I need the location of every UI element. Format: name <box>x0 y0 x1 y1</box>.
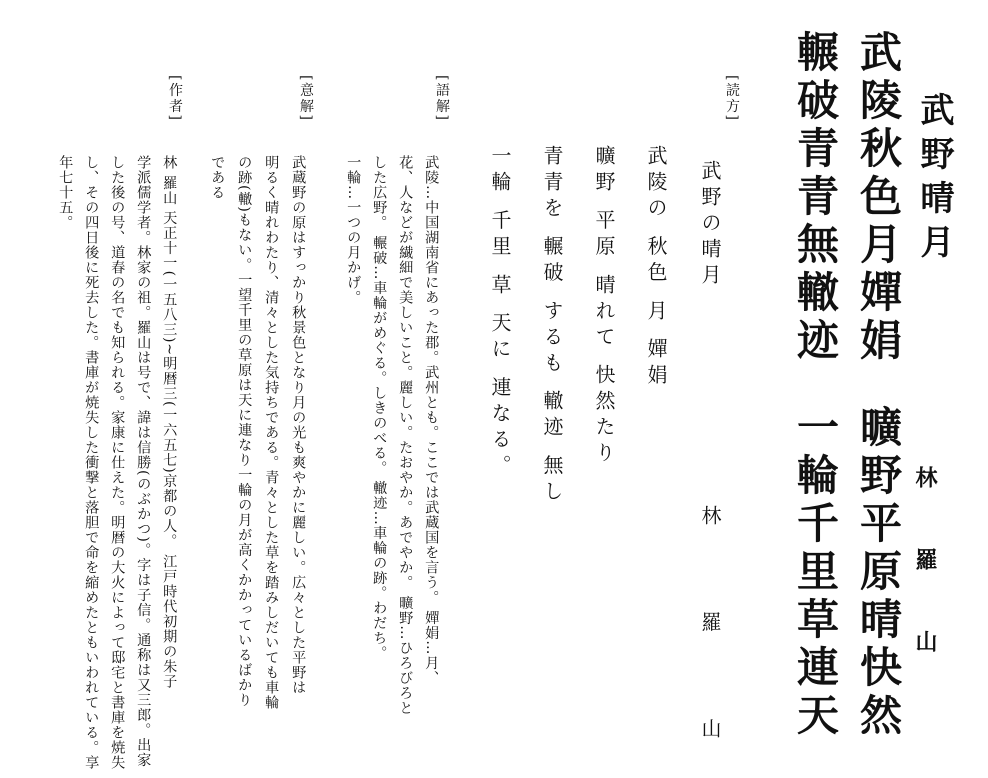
reading-line-1: 武陵の 秋色 月 嬋娟 <box>644 145 668 391</box>
glossary-line-4: 一輪…一つの月かげ。 <box>345 155 362 305</box>
reading-title: 武野の晴月 <box>698 160 722 290</box>
meaning-line-3: の跡(轍)もない。一望千里の草原は天に連なり一輪の月が高くかかっているばかり <box>236 155 253 708</box>
poem-line-2: 輾破青青無轍迹 <box>791 30 840 366</box>
poem-line-1: 武陵秋色月嬋娟 <box>854 30 903 366</box>
glossary-line-1: 武陵…中国湖南省にあった郡。武州とも。ここでは武蔵国を言う。 嬋娟…月、 <box>423 155 440 686</box>
glossary-line-3: した広野。 輾破…車輪がめぐる。しきのべる。 轍迹…車輪の跡。わだち。 <box>371 155 388 661</box>
reading-line-3: 青青を 輾破 するも 轍迹 無し <box>540 145 564 507</box>
poem-title: 武野晴月 <box>914 92 954 268</box>
reading-poet: 林 羅 山 <box>698 505 722 778</box>
meaning-line-1: 武蔵野の原はすっかり秋景色となり月の光も爽やかに麗しい。広々とした平野は <box>290 155 307 695</box>
meaning-line-4: である <box>209 155 226 200</box>
reading-line-4: 一輪 千里 草 天に 連なる。 <box>488 145 512 481</box>
poem-line-4: 一輪千里草連天 <box>791 405 840 741</box>
author-line-2: 学派儒学者。林家の祖。羅山は号で、諱は信勝(のぶかつ)。字は子信。通称は又三郎。出家 <box>135 155 152 768</box>
author-line-1: 林 羅山 天正十一(一五八三)~明暦三(一六五七)京都の人。 江戸時代初期の朱子 <box>161 155 178 689</box>
glossary-line-2: 花、人などが繊細で美しいこと。麗しい。たおやか。あでやか。 曠野…ひろびろと <box>397 155 414 716</box>
reading-line-2: 曠野 平原 晴れて 快然たり <box>592 145 616 469</box>
author-line-3: した後の号、道春の名でも知られる。家康に仕えた。明暦の大火によって邸宅と書庫を焼失 <box>109 155 126 770</box>
reading-label: [読方] <box>724 75 740 122</box>
poem-line-3: 曠野平原晴快然 <box>854 405 903 741</box>
poet-name: 林羅山 <box>912 466 938 712</box>
glossary-label: [語解] <box>434 75 450 122</box>
author-label: [作者] <box>167 75 183 122</box>
meaning-line-2: 明るく晴れわたり、清々とした気持ちである。青々とした草を踏みしだいても車輪 <box>263 155 280 710</box>
author-line-4: し、その四日後に死去した。書庫が焼失した衝撃と落胆で命を縮めたともいわれている。享 <box>83 155 100 770</box>
author-line-5: 年七十五。 <box>57 155 74 230</box>
meaning-label: [意解] <box>298 75 314 122</box>
